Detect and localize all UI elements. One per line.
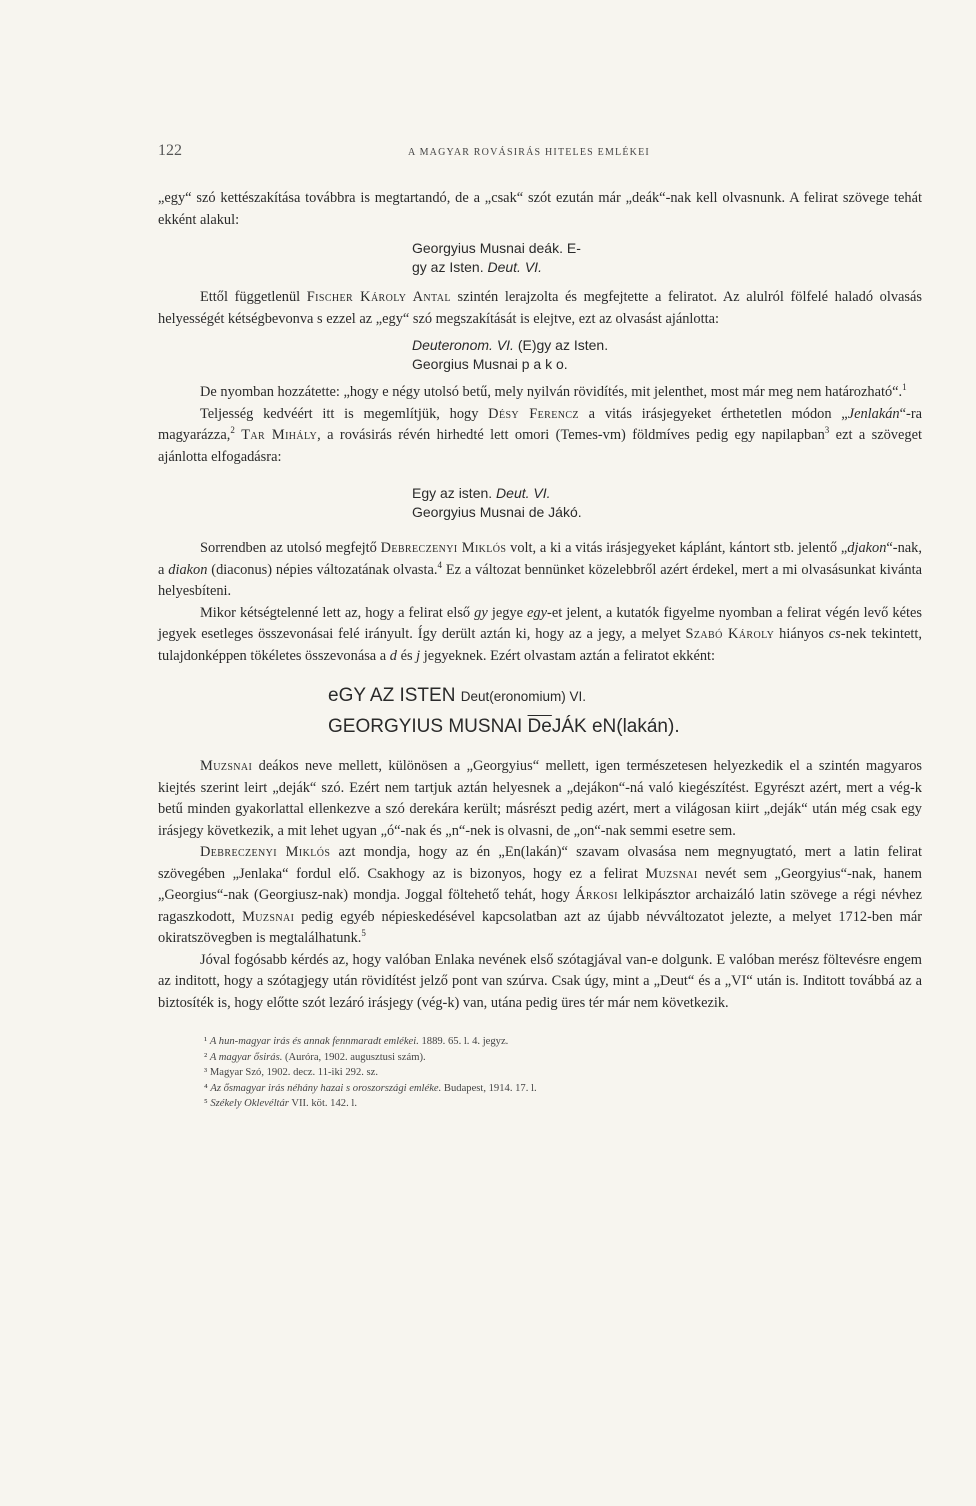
text: szintén lerajzolta és megfejtette a feliratot. Az alulról fölfelé haladó olvasás helyességét kétségbevonva s ezzel az „egy“ szó megszakítását is elejtve, ezt az olvasást ajánlotta: [158, 289, 922, 327]
footnote-number: ⁴ [204, 1082, 208, 1094]
inscription-line: Georgyius Musnai deák. E- [412, 240, 581, 256]
footnote-text: VII. köt. 142. l. [288, 1098, 357, 1109]
footnote-text: 1889. 65. l. 4. jegyz. [418, 1036, 509, 1047]
paragraph-1: „egy“ szó kettészakítása továbbra is megtartandó, de a „csak“ szót ezután már „deák“-nak kell olvasnunk. A felirat szövege tehát ekként alakul: [158, 190, 922, 228]
footnote-ref: 3 [824, 425, 830, 436]
inscription-line: Georgius Musnai p a k o. [412, 356, 568, 372]
footnote-title: Az ősmagyar irás néhány hazai s oroszországi emléke. [210, 1082, 442, 1094]
inscription-text: eGY AZ ISTEN [328, 685, 461, 706]
text: De nyomban hozzátette: „hogy e négy utolsó betű, mely nyilván rövidítés, mit jelenthet, most már meg nem határozható“. [200, 384, 903, 400]
footnote [204, 1065, 922, 1081]
text: pedig egyéb népieskedésével kapcsolatban azt az újabb névváltozatot jelezte, a melyet 1712-ben már okiratszövegben is megtalálhatunk. [158, 908, 922, 946]
footnote [204, 1050, 922, 1066]
author-name: Debreczenyi Miklós [380, 540, 507, 556]
author-name: Debreczenyi Miklós [200, 844, 331, 860]
inscription-text: GEORGYIUS MUSNAI [328, 716, 528, 737]
inscription-text: gy az Isten. [412, 259, 488, 275]
text: hiányos [774, 626, 829, 642]
footnotes [204, 1034, 922, 1112]
inscription-reference: Deuteronom. VI. [412, 337, 514, 353]
text: ezt a szöveget ajánlotta elfogadásra: [158, 427, 922, 465]
italic-text: j [416, 647, 421, 664]
inscription-reading-1 [412, 239, 922, 277]
italic-text: diakon [168, 561, 208, 578]
inscription-text: eN(lakán). [591, 716, 680, 737]
inscription-text: (E)gy az Isten. [513, 337, 609, 353]
text: -nek tekintett, tulajdonképpen tökéletes összevonása a [158, 626, 922, 664]
paragraph-2 [158, 287, 922, 330]
footnote-title: Székely Oklevéltár [210, 1098, 289, 1109]
inscription-reading-3 [412, 484, 922, 522]
author-name: Szabó Károly [685, 626, 775, 642]
text: és [396, 647, 417, 664]
text: Ez a változat bennünket közelebbről azért érdekel, mert a mi olvasásunkat kivánta helyesbíteni. [158, 561, 922, 599]
text: Teljesség kedvéért itt is megemlítjük, hogy [200, 405, 489, 422]
text: nevét sem „Georgyius“-nak, hanem „Georgius“-nak (Georgiusz-nak) mondja. Joggal föltehető tehát, hogy [158, 865, 922, 903]
author-name: Árkosi [575, 887, 618, 903]
inscription-text: Egy az isten. [412, 485, 497, 501]
inscription-line [412, 336, 922, 355]
inscription-line [412, 484, 922, 503]
inscription-text: JÁK [551, 716, 592, 737]
footnote-ref: 5 [361, 928, 366, 939]
paragraph-8 [158, 842, 922, 950]
text: Sorrendben az utolsó megfejtő [200, 540, 381, 556]
italic-text: Jenlakán [847, 405, 900, 422]
paragraph-7 [158, 756, 922, 842]
author-name: Fischer Károly Antal [306, 289, 451, 305]
text: volt, a ki a vitás irásjegyeket káplánt, kántort stb. jelentő „ [506, 540, 848, 556]
footnote-title: A magyar ősirás. [209, 1051, 283, 1063]
running-title: A MAGYAR ROVÁSIRÁS HITELES EMLÉKEI [408, 147, 650, 158]
text: Mikor kétségtelenné lett az, hogy a felirat első [200, 604, 475, 621]
footnote-number: ⁵ [204, 1098, 208, 1109]
inscription-line [412, 258, 922, 277]
paragraph-5 [158, 538, 922, 603]
paragraph-6 [158, 603, 922, 668]
author-name: Désy Ferencz [488, 405, 579, 422]
inscription-reference: Deut(eronomium) VI. [460, 689, 586, 704]
inscription-line [328, 681, 922, 712]
text: jegye [487, 604, 528, 621]
paragraph-3 [158, 382, 922, 404]
footnote [204, 1081, 922, 1097]
text: jegyeknek. Ezért olvastam aztán a feliratot ekként: [420, 647, 716, 664]
author-name: Muzsnai [200, 758, 253, 774]
text: , a rovásirás révén hirhedté lett omori (Temes-vm) földmíves pedig egy napilapban [317, 427, 825, 443]
text: azt mondja, hogy az én „En(lakán)“ szavam olvasása nem megnyugtató, mert a latin felirat szövegében „Jenlaka“ fordul elő. Csakhogy az is bizonyos, hogy ez a felirat [158, 844, 922, 882]
italic-text: djakon [847, 540, 887, 556]
ligature-mark: $\overline{De}$ [527, 716, 552, 737]
paragraph-4 [158, 404, 922, 469]
footnote-ref: 1 [902, 382, 907, 393]
text: a vitás irásjegyeket érthetetlen módon „ [578, 405, 848, 422]
text: “-nak, a [158, 540, 922, 578]
footnote-number: ² [204, 1051, 208, 1063]
italic-text: cs [828, 626, 841, 642]
text: Ettől függetlenül [200, 289, 307, 305]
inscription-reading-2 [412, 336, 922, 374]
footnote-text: Magyar Szó, 1902. decz. 11-iki 292. sz. [209, 1067, 379, 1078]
author-name: Tar Mihály [241, 427, 318, 443]
author-name: Muzsnai [645, 865, 698, 882]
italic-text: d [389, 647, 397, 664]
inscription-final-reading [328, 681, 922, 742]
page-number: 122 [158, 142, 182, 159]
inscription-reference: Deut. VI. [487, 259, 542, 275]
footnote-ref: 4 [437, 559, 442, 570]
footnote [204, 1034, 922, 1050]
footnote-text: (Auróra, 1902. augusztusi szám). [282, 1051, 426, 1063]
inscription-line: Georgyius Musnai de Jákó. [412, 504, 582, 520]
text: lelkipásztor archaizáló latin szövege a régi névhez ragaszkodott, [158, 887, 922, 925]
footnote [204, 1096, 922, 1112]
page [158, 142, 922, 1112]
italic-text: egy [527, 604, 548, 621]
footnote-number: ³ [204, 1067, 208, 1078]
text: (diaconus) népies változatának olvasta. [207, 561, 438, 578]
text: -et jelent, a kutatók figyelme nyomban a felirat végén levő kétes jegyek esetleges összevonásai felé irányult. Így derült aztán ki, hogy az a jegy, a melyet [158, 604, 923, 642]
text: deákos neve mellett, különösen a „Georgyius“ mellett, igen természetesen helyezkedik el a szintén magyaros kiejtés szerint leirt „deják“ szó. Ezért nem tartjuk aztán helyesnek a „dejákon“-ná való kiegészítést. Egyrészt azért, mert a vég-k betű minden gyakorlattal ellenkezve a szó derekára került; másrészt pedig azért, mert a világosan kiirt „deják“ után még csak egy irásjegy következik, a mit lehet ugyan „ó“-nak és „n“-nek is olvasni, de „on“-nak semmi esetre sem. [158, 758, 922, 839]
footnote-title: A hun-magyar irás és annak fennmaradt emlékei. [209, 1036, 419, 1047]
footnote-ref: 2 [230, 425, 235, 436]
inscription-reference: Deut. VI. [496, 485, 551, 501]
footnote-number: ¹ [204, 1036, 208, 1047]
author-name: Muzsnai [242, 908, 295, 925]
italic-text: gy [474, 604, 488, 621]
inscription-line [328, 712, 922, 742]
paragraph-9: Jóval fogósabb kérdés az, hogy valóban Enlaka nevének első szótagjával van-e dolgunk. E valóban merész föltevésre engem az inditott, hogy a szótagjegy után rövidítést jelző pont van szúrva. Csak úgy, mint a „Deut“ és a „VI“ után is. Inditott továbbá az a biztosíték is, hogy előtte szót lezáró irásjegy (vég-k) van, utána pedig üres tér már nem következik. [158, 951, 922, 1011]
text: “-ra magyarázza, [158, 405, 922, 443]
page-header [158, 142, 922, 170]
footnote-text: Budapest, 1914. 17. l. [441, 1082, 537, 1094]
